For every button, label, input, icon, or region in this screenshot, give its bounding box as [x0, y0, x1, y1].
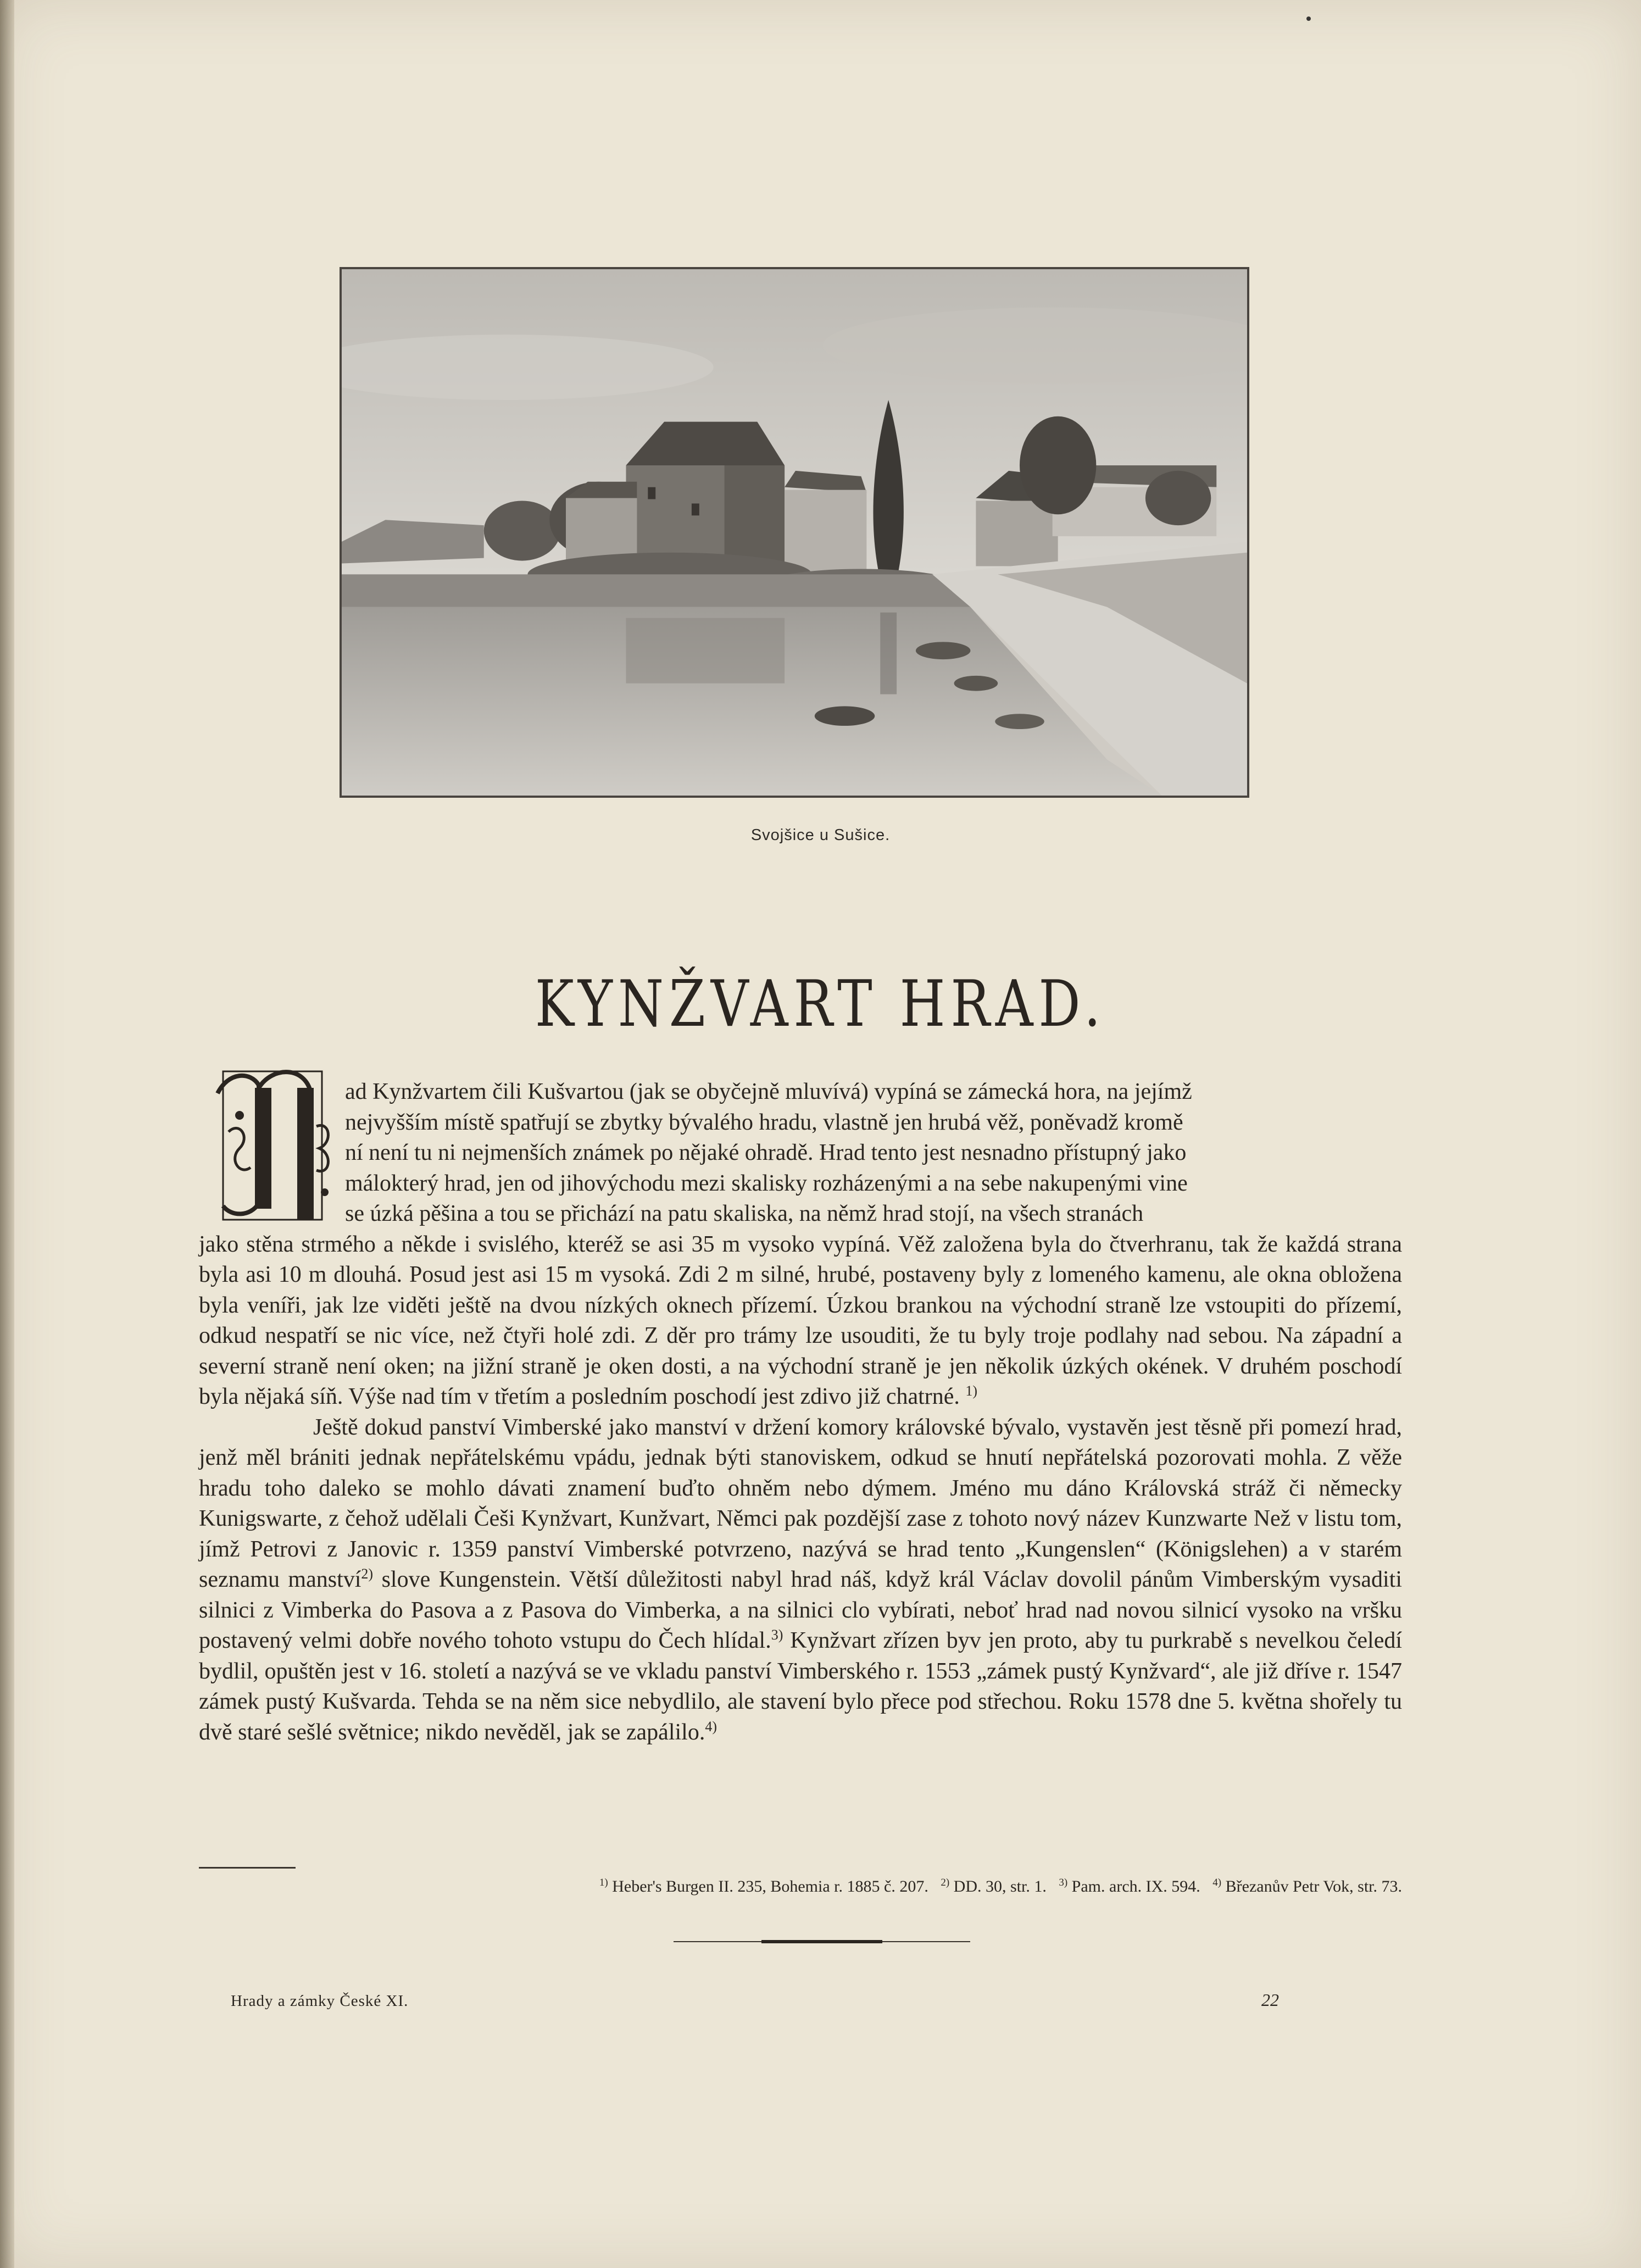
footnote-ref: 4) — [705, 1718, 717, 1735]
footnote-mark: 4) — [1212, 1877, 1222, 1888]
book-spine-shadow — [0, 0, 14, 2268]
article-title: KYNŽVART HRAD. — [535, 967, 1106, 1041]
paragraph-2 — [199, 1413, 1402, 1748]
article-body — [199, 1077, 1402, 1748]
footnote-text: Pam. arch. IX. 594. — [1067, 1877, 1200, 1895]
footnote-text: Březanův Petr Vok, str. 73. — [1221, 1877, 1402, 1895]
page-number: 22 — [1261, 1990, 1279, 2010]
paragraph-1-hang-line: ní není tu ni nejmenších známek po nějaké ohradě. Hrad tento jest nesnadno přístupný jako — [345, 1140, 1187, 1165]
footnote — [599, 1877, 928, 1895]
landscape-engraving-icon — [342, 269, 1247, 796]
footnote-mark: 3) — [1059, 1877, 1068, 1888]
engraving-illustration — [340, 267, 1249, 798]
footnote-mark: 1) — [599, 1877, 608, 1888]
footnote-text: Heber's Burgen II. 235, Bohemia r. 1885 č. 207. — [608, 1877, 928, 1895]
ink-speck — [1306, 16, 1311, 21]
footnote — [1059, 1877, 1200, 1895]
running-footer: Hrady a zámky České XI. — [231, 1992, 409, 2010]
footnote-ref: 3) — [771, 1627, 783, 1643]
illustration-caption: Svojšice u Sušice. — [750, 826, 891, 844]
paragraph-2-text: Ještě dokud panství Vimberské jako manství v držení komory královské bývalo, vystavěn jest těsně při pomezí hrad, jenž měl brániti jednak nepřátelskému vpádu, jednak býti stanoviskem, odkud se hnutí nepřátelská pozorovati mohla. Z věže hradu toho daleko se mohlo dávati znamení buďto ohněm nebo dýmem. Jméno mu dáno Královská stráž či německy Kunigswarte, z čehož udělali Češi Kynžvart, Kunžvart, Němci pak pozdější zase z tohoto nový název Kunzwarte Než v listu tom, jímž Petrovi z Janovic r. 1359 panství Vimberské potvrzeno, nazývá se hrad tento „Kungenslen“ (Königslehen) a v starém seznamu manství — [199, 1414, 1402, 1592]
footnotes — [199, 1877, 1402, 1896]
paragraph-1-hang-line: málokterý hrad, jen od jihovýchodu mezi skalisky rozházenými a na sebe nakupenými vine — [345, 1170, 1188, 1196]
footnote — [1212, 1877, 1402, 1895]
ornament-rule-bold — [761, 1940, 882, 1943]
footnote-text: DD. 30, str. 1. — [949, 1877, 1047, 1895]
paragraph-2-text: Kynžvart zřízen byv jen proto, aby tu purkrabě s nevelkou čeledí bydlil, opuštěn jest v 16. století a nazývá se ve vkladu panství Vimberského r. 1553 „zámek pustý Kynžvard“, ale již dříve r. 1547 zámek pustý Kušvarda. Tehda se na něm sice nebydlilo, ale stavení bylo přece pod střechou. Roku 1578 dne 5. května shořely tu dvě staré sešlé světnice; nikdo nevěděl, jak se zapálilo. — [199, 1628, 1402, 1745]
paragraph-1 — [199, 1077, 1402, 1413]
paragraph-1-hang-line: nejvyšším místě spatřují se zbytky bývalého hradu, vlastně jen hrubá věž, poněvadž kromě — [345, 1109, 1183, 1135]
paragraph-1-hang-line: se úzká pěšina a tou se přichází na patu skaliska, na němž hrad stojí, na všech stranách — [345, 1201, 1144, 1226]
paragraph-2-text: slove Kungenstein. Větší důležitosti nabyl hrad náš, když král Václav dovolil pánům Vimberským vysaditi silnici z Vimberka do Pasova a z Pasova do Vimberka, a na silnici clo vybírati, neboť hrad nad novou silnicí vysoko na vršku postavený velmi dobře nového tohoto vstupu do Čech hlídal. — [199, 1567, 1402, 1653]
section-end-ornament — [674, 1940, 970, 1943]
footnote-ref: 2) — [361, 1566, 374, 1582]
footnote — [941, 1877, 1047, 1895]
paragraph-1-rest: jako stěna strmého a někde i svislého, kteréž se asi 35 m vysoko vypíná. Věž založena byla do čtverhranu, tak že každá strana byla asi 10 m dlouhá. Posud jest asi 15 m vysoká. Zdi 2 m silné, hrubé, postaveny byly z lomeného kamenu, ale okna obložena byla veníři, jak lze viděti ještě na dvou nízkých oknech přízemí. Úzkou brankou na východní straně lze vstoupiti do přízemí, odkud nespatří se nic více, než čtyři holé zdi. Z děr pro trámy lze usouditi, že tu byly troje podlahy nad sebou. Na západní a severní straně není oken; na jižní straně je oken dosti, a na východní straně je jen několik úzkých okének. V druhém poschodí byla nějaká síň. Výše nad tím v třetím a posledním poschodí jest zdivo již chatrné. — [199, 1231, 1402, 1409]
paragraph-1-first-line: ad Kynžvartem čili Kušvartou (jak se obyčejně mluvívá) vypíná se zámecká hora, na jejímž — [345, 1079, 1192, 1104]
footnote-mark: 2) — [941, 1877, 950, 1888]
footnote-ref: 1) — [965, 1383, 978, 1399]
footnote-divider — [199, 1867, 296, 1869]
